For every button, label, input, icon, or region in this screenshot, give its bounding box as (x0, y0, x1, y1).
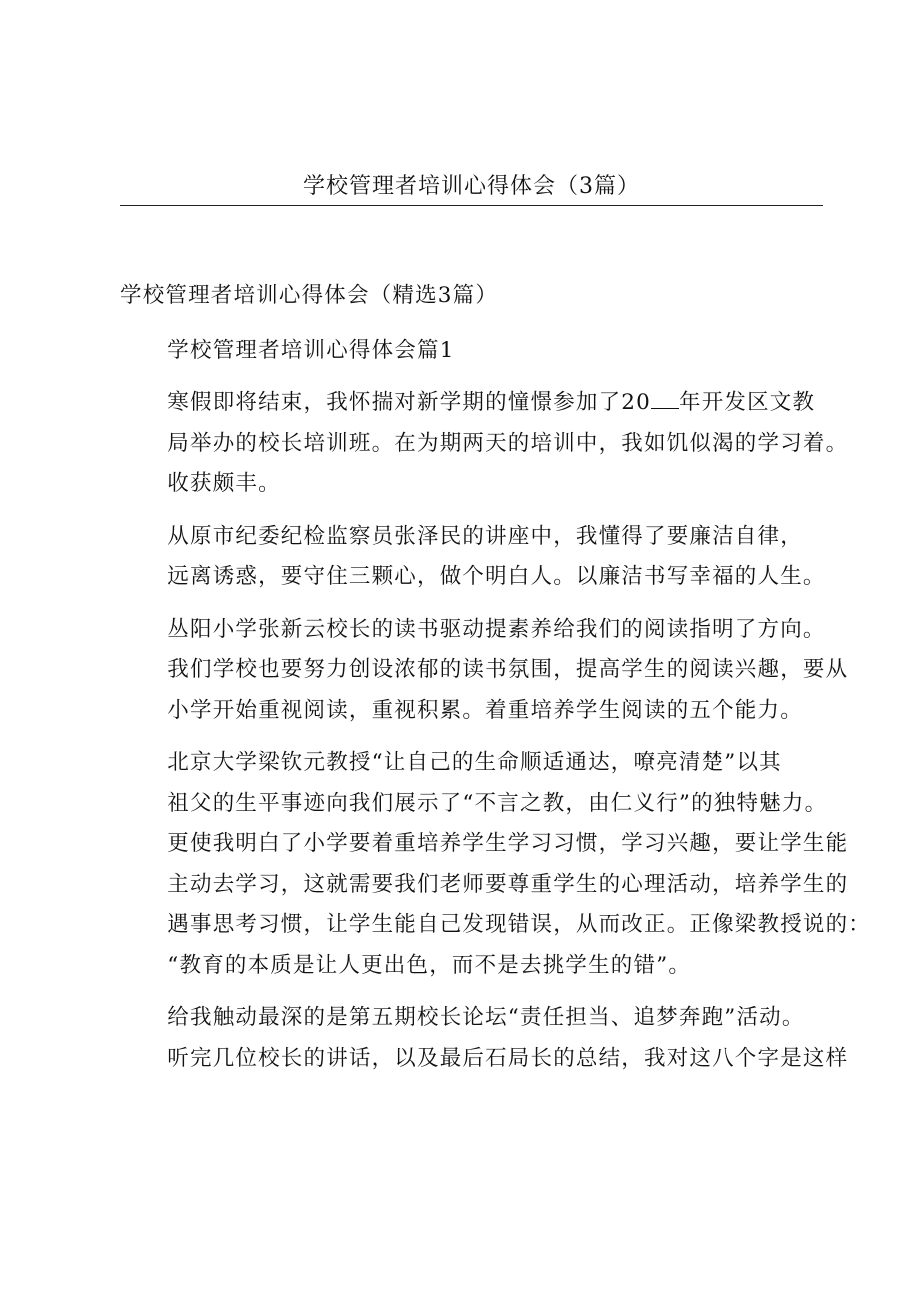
document-subtitle (120, 276, 823, 317)
paragraph-line: 局举办的校长培训班。在为期两天的培训中，我如饥似渴的学习着。 (167, 430, 849, 456)
paragraph-line: 更使我明白了小学要着重培养学生学习习惯，学习兴趣，要让学生能 (167, 831, 849, 856)
subtitle-text: 学校管理者培训心得体会（精选3篇） (120, 283, 499, 308)
paragraph-line: “教育的本质是让人更出色，而不是去挑学生的错”。 (167, 952, 692, 978)
paragraph-2 (120, 517, 826, 598)
paragraph-line: 丛阳小学张新云校长的读书驱动提素养给我们的阅读指明了方向。 (167, 616, 826, 642)
paragraph-line: 我们学校也要努力创设浓郁的读书氛围，提高学生的阅读兴趣，要从 (167, 657, 849, 682)
paragraph-line: 远离诱惑，要守住三颗心，做个明白人。以廉洁书写幸福的人生。 (167, 564, 826, 589)
paragraph-line: 主动去学习，这就需要我们老师要尊重学生的心理活动，培养学生的 (167, 871, 849, 897)
paragraph-line: 遇事思考习惯，让学生能自己发现错误，从而改正。正像梁教授说的： (167, 912, 872, 937)
paragraph-line: 收获颇丰。 (167, 471, 281, 496)
paragraph-line: 听完几位校长的讲话，以及最后石局长的总结，我对这八个字是这样 (167, 1045, 849, 1071)
section-heading (120, 331, 823, 372)
section-heading-text: 学校管理者培训心得体会篇1 (167, 337, 455, 363)
paragraph-1 (120, 383, 849, 505)
paragraph-line: 小学开始重视阅读，重视积累。着重培养学生阅读的五个能力。 (167, 697, 803, 723)
paragraph-line: 给我触动最深的是第五期校长论坛“责任担当、追梦奔跑”活动。 (167, 1005, 805, 1030)
paragraph-5 (120, 998, 849, 1079)
paragraph-line-part: 年开发区文教 (679, 390, 816, 415)
paragraph-line (120, 383, 823, 424)
paragraph-line: 从原市纪委纪检监察员张泽民的讲座中，我懂得了要廉洁自律， (167, 523, 803, 549)
paragraph-4 (120, 743, 872, 986)
paragraph-line: 北京大学梁钦元教授“让自己的生命顺适通达，嘹亮清楚”以其 (167, 750, 782, 775)
document-title: 学校管理者培训心得体会（3篇） (303, 174, 640, 199)
paragraph-line-part: 寒假即将结束，我怀揣对新学期的憧憬参加了20 (167, 390, 652, 415)
title-underline (120, 205, 823, 206)
paragraph-line: 祖父的生平事迹向我们展示了“不言之教，由仁义行”的独特魅力。 (167, 790, 828, 816)
document-body (120, 276, 872, 1091)
blank-underline (651, 389, 679, 409)
paragraph-3 (120, 610, 849, 732)
